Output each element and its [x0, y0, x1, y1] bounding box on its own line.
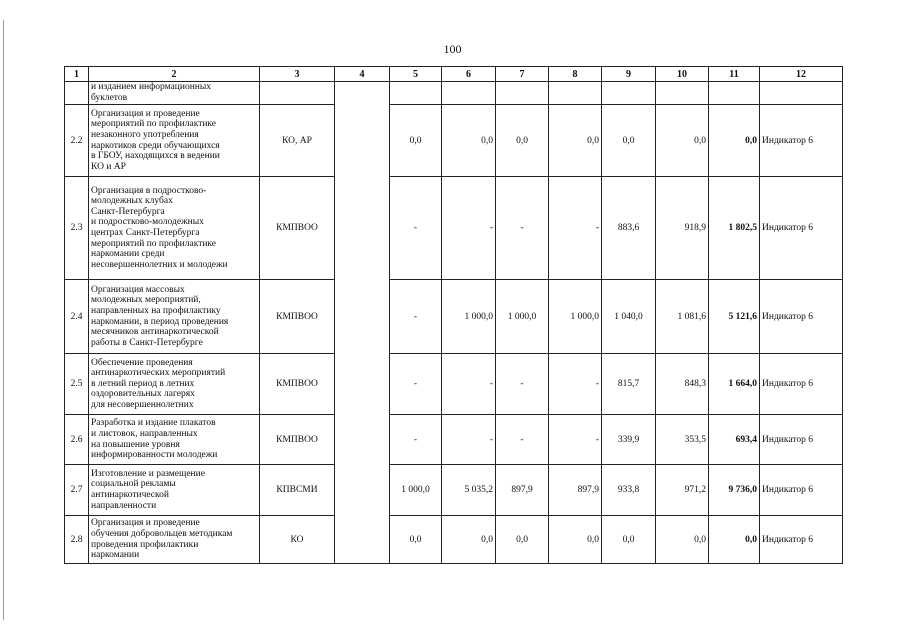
activity-name: Обеспечение проведения антинаркотических мероприятий в летний период в летних оздоровительных лагерях для несовершеннолетних [89, 354, 260, 415]
amount-cell: 848,3 [656, 354, 709, 415]
row-total: 5 121,6 [709, 280, 760, 354]
row-number: 2.7 [65, 465, 89, 516]
indicator-ref: Индикатор 6 [760, 105, 843, 177]
table-row [65, 415, 843, 465]
amount-cell: 0,0 [549, 516, 602, 564]
executor-code: КМПВОО [260, 354, 335, 415]
col-header: 4 [335, 67, 390, 82]
table-cell [549, 82, 602, 105]
amount-cell: 0,0 [656, 105, 709, 177]
table-cell [656, 82, 709, 105]
executor-code: КМПВОО [260, 280, 335, 354]
row-number: 2.4 [65, 280, 89, 354]
activity-name: Изготовление и размещение социальной рекламы антинаркотической направленности [89, 465, 260, 516]
col-header: 7 [496, 67, 549, 82]
table-row [65, 105, 843, 177]
indicator-ref: Индикатор 6 [760, 177, 843, 280]
amount-cell: 0,0 [390, 516, 442, 564]
row-total: 0,0 [709, 105, 760, 177]
amount-cell: 0,0 [602, 516, 656, 564]
amount-cell: 933,8 [602, 465, 656, 516]
table-cell [442, 82, 496, 105]
amount-cell: - [390, 177, 442, 280]
col-header: 5 [390, 67, 442, 82]
amount-cell: 0,0 [549, 105, 602, 177]
executor-code: КМПВОО [260, 177, 335, 280]
activity-name: Разработка и издание плакатов и листовок, направленных на повышение уровня информированности молодежи [89, 415, 260, 465]
activity-name: Организация в подростково- молодежных клубах Санкт-Петербурга и подростково-молодежных центрах Санкт-Петербурга мероприятий по профилактике наркомании среди несовершеннолетних и молодежи [89, 177, 260, 280]
amount-cell: 353,5 [656, 415, 709, 465]
amount-cell: 1 000,0 [496, 280, 549, 354]
row-number: 2.2 [65, 105, 89, 177]
amount-cell: 1 000,0 [390, 465, 442, 516]
col-header: 9 [602, 67, 656, 82]
executor-code: КМПВОО [260, 415, 335, 465]
column-4-empty [335, 82, 390, 564]
amount-cell: 897,9 [496, 465, 549, 516]
amount-cell: 0,0 [496, 516, 549, 564]
amount-cell: - [496, 354, 549, 415]
col-header: 2 [89, 67, 260, 82]
amount-cell: 1 040,0 [602, 280, 656, 354]
row-total: 9 736,0 [709, 465, 760, 516]
table-row [65, 280, 843, 354]
amount-cell: - [496, 177, 549, 280]
indicator-ref: Индикатор 6 [760, 280, 843, 354]
activity-name: Организация и проведение обучения добровольцев методикам проведения профилактики наркомании [89, 516, 260, 564]
table-row [65, 465, 843, 516]
amount-cell: - [390, 415, 442, 465]
amount-cell: 883,6 [602, 177, 656, 280]
amount-cell: 1 000,0 [442, 280, 496, 354]
col-header: 12 [760, 67, 843, 82]
table-cell [496, 82, 549, 105]
amount-cell: - [442, 177, 496, 280]
table-row [65, 516, 843, 564]
amount-cell: - [549, 354, 602, 415]
col-header: 11 [709, 67, 760, 82]
executor-code: КО, АР [260, 105, 335, 177]
scan-edge-line [3, 20, 6, 620]
row-number: 2.5 [65, 354, 89, 415]
amount-cell: - [549, 177, 602, 280]
row-number: 2.6 [65, 415, 89, 465]
executor-code: КО [260, 516, 335, 564]
amount-cell: - [442, 354, 496, 415]
indicator-ref: Индикатор 6 [760, 465, 843, 516]
amount-cell: - [549, 415, 602, 465]
row-total: 1 664,0 [709, 354, 760, 415]
row-total: 1 802,5 [709, 177, 760, 280]
amount-cell: - [442, 415, 496, 465]
col-header: 10 [656, 67, 709, 82]
amount-cell: - [390, 280, 442, 354]
amount-cell: 1 081,6 [656, 280, 709, 354]
table-cell [709, 82, 760, 105]
amount-cell: 1 000,0 [549, 280, 602, 354]
amount-cell: 918,9 [656, 177, 709, 280]
col-header: 3 [260, 67, 335, 82]
amount-cell: 897,9 [549, 465, 602, 516]
header-row [65, 67, 843, 82]
col-header: 1 [65, 67, 89, 82]
row-total: 693,4 [709, 415, 760, 465]
indicator-ref: Индикатор 6 [760, 516, 843, 564]
table-cell [390, 82, 442, 105]
amount-cell: 971,2 [656, 465, 709, 516]
amount-cell: 0,0 [442, 105, 496, 177]
col-header: 8 [549, 67, 602, 82]
page-number: 100 [443, 42, 462, 56]
col-header: 6 [442, 67, 496, 82]
amount-cell: 0,0 [496, 105, 549, 177]
indicator-ref: Индикатор 6 [760, 415, 843, 465]
amount-cell: 0,0 [442, 516, 496, 564]
table-cell [260, 82, 335, 105]
table-cell [602, 82, 656, 105]
amount-cell: 815,7 [602, 354, 656, 415]
row-number: 2.8 [65, 516, 89, 564]
amount-cell: - [496, 415, 549, 465]
row-total: 0,0 [709, 516, 760, 564]
amount-cell: 5 035,2 [442, 465, 496, 516]
activity-name: и изданием информационных буклетов [89, 82, 260, 105]
amount-cell: 0,0 [656, 516, 709, 564]
activity-name: Организация и проведение мероприятий по профилактике незаконного употребления наркотиков среди обучающихся в ГБОУ, находящихся в ведении КО и АР [89, 105, 260, 177]
indicator-ref: Индикатор 6 [760, 354, 843, 415]
table-row [65, 354, 843, 415]
budget-table [64, 66, 843, 564]
row-number: 2.3 [65, 177, 89, 280]
amount-cell: - [390, 354, 442, 415]
amount-cell: 0,0 [602, 105, 656, 177]
amount-cell: 339,9 [602, 415, 656, 465]
amount-cell: 0,0 [390, 105, 442, 177]
table-row [65, 177, 843, 280]
table-cell [760, 82, 843, 105]
continuation-row [65, 82, 843, 105]
executor-code: КПВСМИ [260, 465, 335, 516]
table-cell [65, 82, 89, 105]
activity-name: Организация массовых молодежных мероприятий, направленных на профилактику наркомании, в период проведения месячников антинаркотической работы в Санкт-Петербурге [89, 280, 260, 354]
